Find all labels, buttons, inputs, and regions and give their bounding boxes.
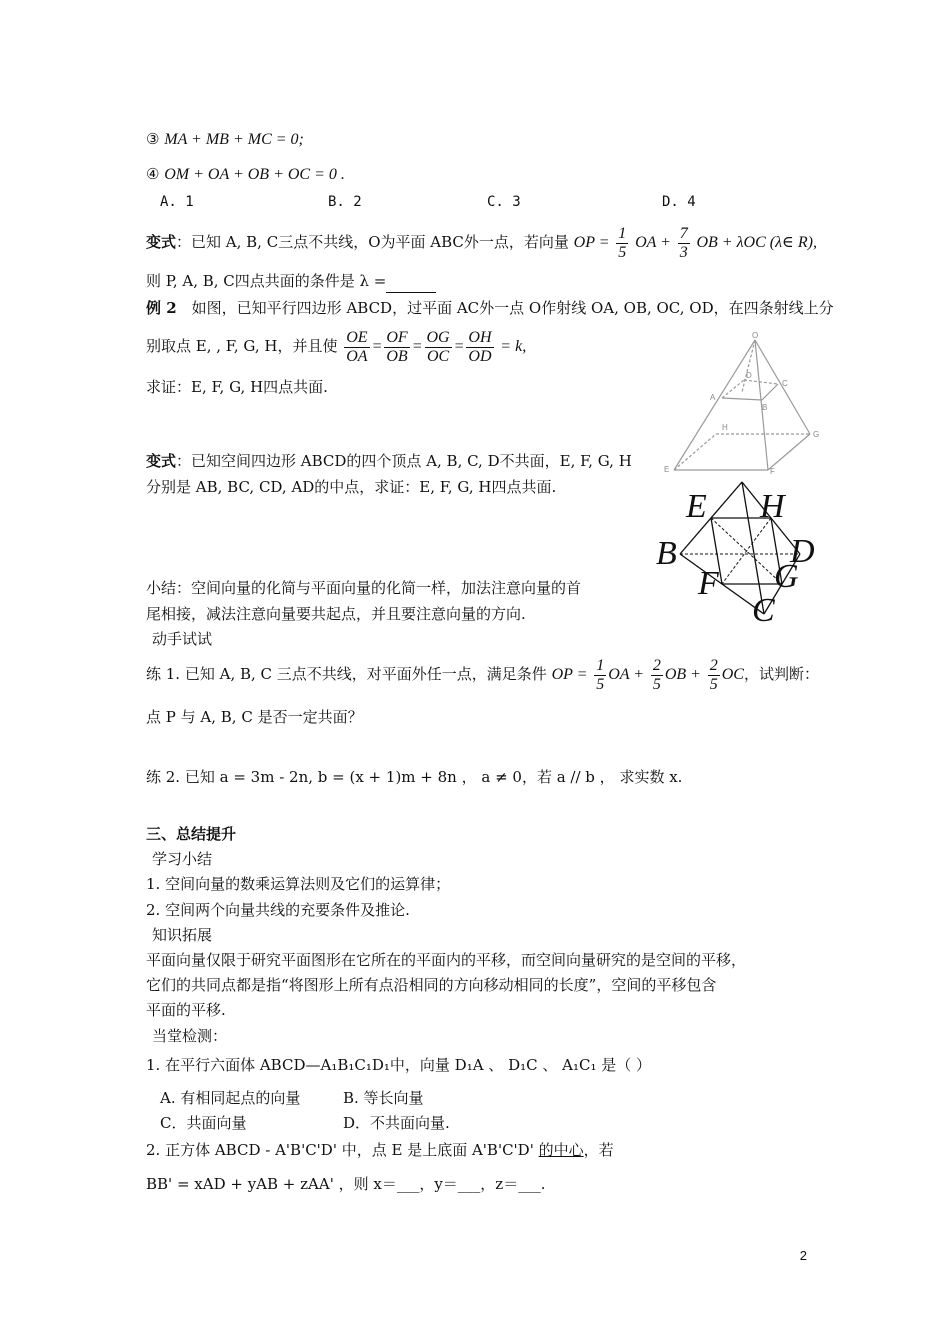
summary-line1: 小结：空间向量的化简与平面向量的化简一样，加法注意向量的首 <box>146 579 582 597</box>
exercise1-frac1: $\frac{1}{5}$ <box>596 656 605 693</box>
fig1-label-h: H <box>722 423 728 432</box>
variant1-label: 变式 <box>146 233 177 251</box>
equation-3: MA + MB + MC = 0; <box>164 131 304 148</box>
fig1-label-o: O <box>752 331 759 340</box>
example2-text2: 别取点 E, , F, G, H，并且使 <box>146 337 338 355</box>
check-q2-line2: BB' = xAD + yAB + zAA' ，则 x＝___，y＝___，z＝___. <box>146 1175 546 1193</box>
fig2-label-h: H <box>760 488 785 525</box>
variant1-line1 <box>146 222 817 263</box>
page-number: 2 <box>799 1248 807 1263</box>
example2-line2: 别取点 E, , F, G, H，并且使 $\frac{OE}{OA}$ = $\frac{OF}{OB}$ = $\frac{OG}{OC}$ = $\frac{OH}{OD}$ = k, <box>146 328 527 365</box>
variant1-frac1: $\frac{1}{5}$ <box>618 224 627 261</box>
variant1-text: ：已知 A, B, C三点不共线，O为平面 ABC外一点，若向量 <box>176 233 569 251</box>
check-title: 当堂检测： <box>152 1027 228 1045</box>
ratio-of-ob: $\frac{OF}{OB}$ <box>386 328 408 365</box>
fig2-label-f: F <box>698 565 719 602</box>
example2-label: 例 2 <box>146 299 177 317</box>
variant1-frac2: $\frac{7}{3}$ <box>679 224 688 261</box>
answer-blank <box>386 270 436 293</box>
choice-b: B. 2 <box>328 194 362 210</box>
check-q2-line1: 2. 正方体 ABCD - A'B'C'D' 中，点 E 是上底面 A'B'C'D' 的中心，若 <box>146 1141 614 1159</box>
circled-3: ③ <box>146 130 160 148</box>
variant1-condition: 则 P, A, B, C四点共面的条件是 λ = <box>146 272 387 290</box>
fig2-label-e: E <box>686 488 707 525</box>
exercise1-line1: 练 1. 已知 A, B, C 三点不共线，对平面外任一点，满足条件 OP = $\frac{1}{5}$ OA + $\frac{2}{5}$ OB + $\frac{2}{5}$ OC，试判断： <box>146 656 819 693</box>
exercise2: 练 2. 已知 a = 3m - 2n, b = (x + 1)m + 8n ， a ≠ 0，若 a // b ， 求实数 x. <box>146 768 683 786</box>
try-it-heading: 动手试试 <box>152 630 213 648</box>
fig1-label-f: F <box>770 467 775 476</box>
variant1-oa: OA + <box>635 234 671 251</box>
fig2-label-d: D <box>790 533 815 570</box>
learn-summary-item2: 2. 空间两个向量共线的充要条件及推论. <box>146 901 410 919</box>
extension-line2: 它们的共同点都是指“将图形上所有点沿相同的方向移动相同的长度”，空间的平移包含 <box>146 976 717 994</box>
example2-line1 <box>146 297 834 319</box>
item-3 <box>146 128 304 151</box>
choice-c: C. 3 <box>487 194 521 210</box>
learn-summary-title: 学习小结 <box>152 850 213 868</box>
equation-4: OM + OA + OB + OC = 0 . <box>164 166 345 183</box>
underlined-center: 的中心 <box>538 1141 584 1159</box>
variant2-text1: ：已知空间四边形 ABCD的四个顶点 A, B, C, D不共面，E, F, G, H <box>176 452 632 470</box>
ratio-oe-oa: $\frac{OE}{OA}$ <box>346 328 368 365</box>
variant2-label: 变式 <box>146 452 177 470</box>
section3-title: 三、总结提升 <box>146 825 237 843</box>
variant2-line2: 分别是 AB, BC, CD, AD的中点，求证：E, F, G, H四点共面. <box>146 478 557 496</box>
exercise1-pre: 练 1. 已知 A, B, C 三点不共线，对平面外任一点，满足条件 <box>146 665 547 683</box>
fig1-label-d: D <box>746 371 752 380</box>
fig1-label-c: C <box>782 379 788 388</box>
example2-text1: 如图，已知平行四边形 ABCD，过平面 AC外一点 O作射线 OA, OB, OC, OD，在四条射线上分 <box>176 299 834 317</box>
pyramid-figure <box>660 330 825 478</box>
circled-4: ④ <box>146 165 160 183</box>
check-q1-a: A. 有相同起点的向量 <box>160 1089 301 1107</box>
check-q1-b: B. 等长向量 <box>343 1089 424 1107</box>
exercise1-frac2: $\frac{2}{5}$ <box>652 656 661 693</box>
exercise1-frac3: $\frac{2}{5}$ <box>709 656 718 693</box>
ratio-og-oc: $\frac{OG}{OC}$ <box>426 328 450 365</box>
learn-summary-item1: 1. 空间向量的数乘运算法则及它们的运算律； <box>146 875 451 893</box>
check-q1-c: C．共面向量 <box>160 1114 247 1132</box>
check-q1: 1. 在平行六面体 ABCD—A₁B₁C₁D₁中，向量 D₁A 、 D₁C 、 A₁C₁ 是（ ） <box>146 1056 651 1074</box>
fig1-label-e: E <box>664 465 670 474</box>
fig1-label-a: A <box>710 393 716 402</box>
extension-line3: 平面的平移. <box>146 1001 226 1019</box>
variant2-line1 <box>146 450 632 472</box>
variant1-line2 <box>146 270 436 293</box>
fig2-label-c: C <box>752 592 775 629</box>
variant1-rest: OB + λOC (λ∈ R), <box>696 234 817 251</box>
fig1-label-b: B <box>762 403 768 412</box>
fig2-label-g: G <box>774 558 799 595</box>
summary-line2: 尾相接，减法注意向量要共起点，并且要注意向量的方向. <box>146 605 526 623</box>
fig1-label-g: G <box>813 430 820 439</box>
ratio-k: = k, <box>500 338 527 355</box>
extension-title: 知识拓展 <box>152 926 213 944</box>
item-4 <box>146 163 345 186</box>
choice-a: A. 1 <box>160 194 194 210</box>
check-q1-d: D．不共面向量. <box>343 1114 450 1132</box>
ratio-oh-od: $\frac{OH}{OD}$ <box>468 328 492 365</box>
fig2-label-b: B <box>656 535 677 572</box>
variant1-op: OP = <box>573 234 610 251</box>
exercise1-line2: 点 P 与 A, B, C 是否一定共面？ <box>146 708 363 726</box>
example2-prove: 求证：E, F, G, H四点共面. <box>146 378 328 396</box>
extension-line1: 平面向量仅限于研究平面图形在它所在的平面内的平移，而空间向量研究的是空间的平移， <box>146 951 747 969</box>
choice-d: D. 4 <box>662 194 696 210</box>
